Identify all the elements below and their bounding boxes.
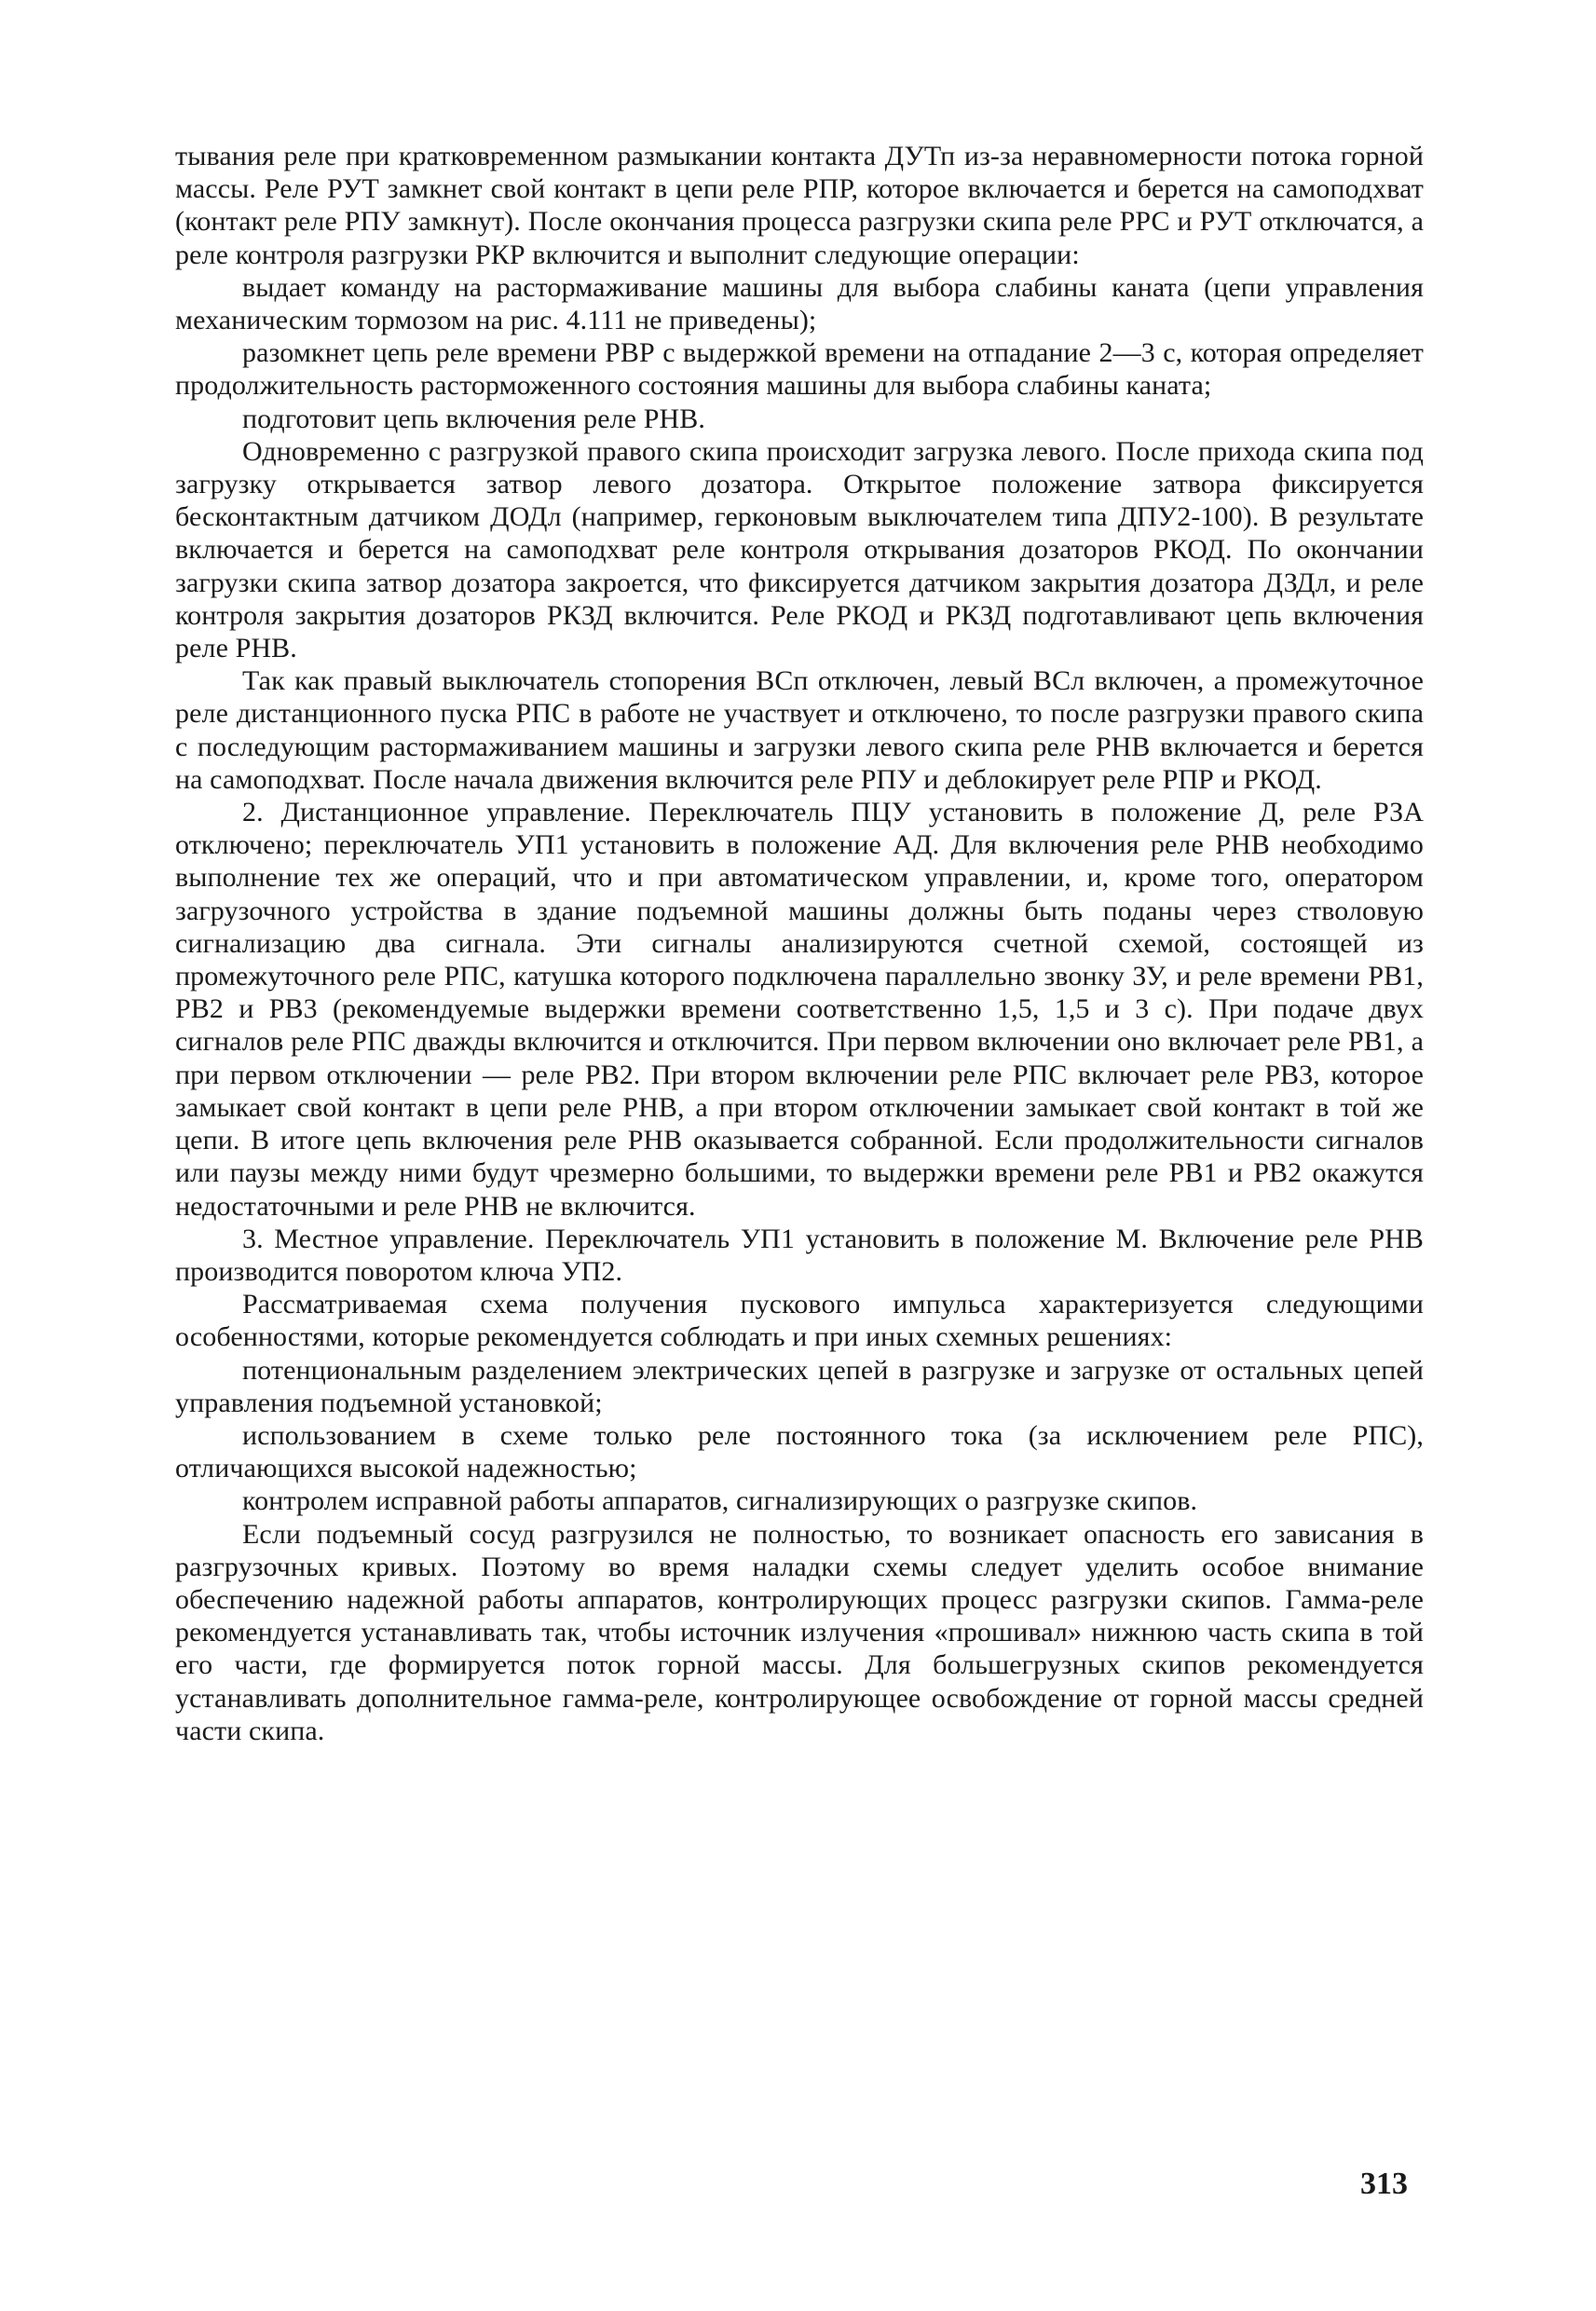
page-number: 313 <box>1360 2167 1408 2201</box>
paragraph: Так как правый выключатель стопорения ВСп отключен, левый ВСл включен, а промежуточное реле дистанционного пуска РПС в работе не участвует и отключено, то после разгрузки правого скипа с последующим растормаживанием машины и загрузки левого скипа реле РНВ включается и берется на самоподхват. После начала движения включится реле РПУ и деблокирует реле РПР и РКОД. <box>175 665 1424 795</box>
paragraph: 2. Дистанционное управление. Переключатель ПЦУ установить в положение Д, реле РЗА отключено; переключатель УП1 установить в положение АД. Для включения реле РНВ необходимо выполнение тех же операций, что и при автоматическом управлении, и, кроме того, оператором загрузочного устройства в здание подъемной машины должны быть поданы через стволовую сигнализацию два сигнала. Эти сигналы анализируются счетной схемой, состоящей из промежуточного реле РПС, катушка которого подключена параллельно звонку ЗУ, и реле времени РВ1, РВ2 и РВ3 (рекомендуемые выдержки времени соответственно 1,5, 1,5 и 3 с). При подаче двух сигналов реле РПС дважды включится и отключится. При первом включении оно включает реле РВ1, а при первом отключении — реле РВ2. При втором включении реле РПС включает реле РВ3, которое замыкает свой контакт в цепи реле РНВ, а при втором отключении замыкает свой контакт в той же цепи. В итоге цепь включения реле РНВ оказывается собранной. Если продолжительности сигналов или паузы между ними будут чрезмерно большими, то выдержки времени реле РВ1 и РВ2 окажутся недостаточными и реле РНВ не включится. <box>175 797 1424 1222</box>
page-text <box>175 140 1424 1747</box>
paragraph: контролем исправной работы аппаратов, сигнализирующих о разгрузке скипов. <box>242 1485 1198 1517</box>
paragraph: Рассматриваемая схема получения пускового импульса характеризуется следующими особенностями, которые рекомендуется соблюдать и при иных схемных решениях: <box>175 1289 1424 1353</box>
paragraph: разомкнет цепь реле времени РВР с выдержкой времени на отпадание 2—3 с, которая определяет продолжительность расторможенного состояния машины для выбора слабины каната; <box>175 337 1424 402</box>
paragraph: выдает команду на растормаживание машины для выбора слабины каната (цепи управления механическим тормозом на рис. 4.111 не приведены); <box>175 271 1424 336</box>
paragraph: Если подъемный сосуд разгрузился не полностью, то возникает опасность его зависания в разгрузочных кривых. Поэтому во время наладки схемы следует уделить особое внимание обеспечению надежной работы аппаратов, контролирующих процесс разгрузки скипов. Гамма-реле рекомендуется устанавливать так, чтобы источник излучения «прошивал» нижнюю часть скипа в той его части, где формируется поток горной массы. Для большегрузных скипов рекомендуется устанавливать дополнительное гамма-реле, контролирующее освобождение от горной массы средней части скипа. <box>175 1518 1424 1746</box>
paragraph: 3. Местное управление. Переключатель УП1 установить в положение М. Включение реле РНВ производится поворотом ключа УП2. <box>175 1223 1424 1287</box>
paragraph: тывания реле при кратковременном размыкании контакта ДУТп из-за неравномерности потока горной массы. Реле РУТ замкнет свой контакт в цепи реле РПР, которое включается и берется на самоподхват (контакт реле РПУ замкнут). После окончания процесса разгрузки скипа реле РРС и РУТ отключатся, а реле контроля разгрузки РКР включится и выполнит следующие операции: <box>175 141 1424 270</box>
paragraph: Одновременно с разгрузкой правого скипа происходит загрузка левого. После прихода скипа под загрузку открывается затвор левого дозатора. Открытое положение затвора фиксируется бесконтактным датчиком ДОДл (например, герконовым выключателем типа ДПУ2-100). В результате включается и берется на самоподхват реле контроля открывания дозаторов РКОД. По окончании загрузки скипа затвор дозатора закроется, что фиксируется датчиком закрытия дозатора ДЗДл, и реле контроля закрытия дозаторов РКЗД включится. Реле РКОД и РКЗД подготавливают цепь включения реле РНВ. <box>175 435 1424 664</box>
paragraph: потенциональным разделением электрических цепей в разгрузке и загрузке от остальных цепей управления подъемной установкой; <box>175 1354 1424 1418</box>
paragraph: подготовит цепь включения реле РНВ. <box>242 403 706 434</box>
paragraph: использованием в схеме только реле постоянного тока (за исключением реле РПС), отличающихся высокой надежностью; <box>175 1419 1424 1484</box>
